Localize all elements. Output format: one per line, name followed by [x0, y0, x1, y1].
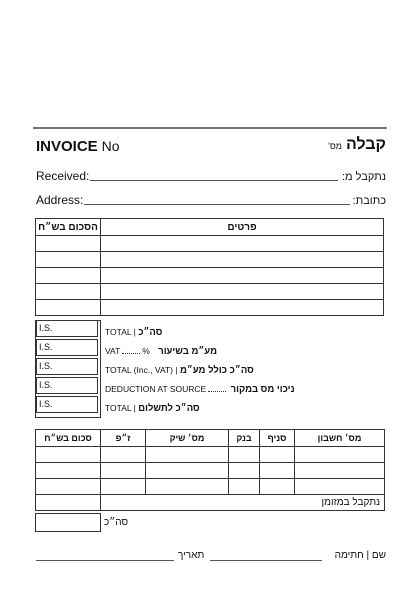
- details-cell[interactable]: [101, 236, 384, 252]
- payment-table: [35, 429, 385, 511]
- sum-total-label: סה״כ: [104, 517, 129, 528]
- table-row: [36, 252, 384, 268]
- total-he: סה״כ: [138, 327, 163, 338]
- invoice-title: [36, 138, 119, 155]
- date-label: תאריך: [178, 550, 205, 561]
- col-date-header: ז״פ: [101, 430, 146, 447]
- cash-received-label: נתקבל במזומן: [101, 495, 385, 511]
- amount-cell[interactable]: [36, 268, 101, 284]
- details-cell[interactable]: [101, 284, 384, 300]
- received-field[interactable]: [90, 180, 338, 181]
- deduction-he: ניכוי מס במקור: [230, 384, 295, 395]
- vat-pct: %: [142, 346, 150, 356]
- deduction-en: DEDUCTION AT SOURCE: [105, 384, 207, 394]
- cash-amount-cell[interactable]: [36, 495, 101, 511]
- table-row: [36, 236, 384, 252]
- vat-line: [105, 346, 217, 357]
- pay-total-line: [105, 403, 200, 414]
- table-row: [36, 463, 385, 479]
- col-branch-header: סניף: [260, 430, 295, 447]
- address-label-he: כתובת:: [352, 195, 386, 207]
- name-signature-label: שם | חתימה: [334, 550, 386, 561]
- pay-total-he: סה״כ לתשלום: [138, 403, 200, 414]
- receipt-title: [328, 136, 386, 154]
- amount-cell[interactable]: [36, 300, 101, 316]
- receipt-no-label: מס': [328, 141, 342, 151]
- address-label: Address:: [36, 193, 84, 207]
- col-check-header: מס׳ שיק: [146, 430, 229, 447]
- details-cell[interactable]: [101, 300, 384, 316]
- received-label-he: נתקבל מ:: [341, 171, 386, 183]
- header-rule: [33, 127, 387, 129]
- pay-total-en: TOTAL |: [105, 403, 136, 413]
- invoice-no-label: No: [101, 138, 120, 154]
- details-cell[interactable]: [101, 252, 384, 268]
- invoice-label: INVOICE: [36, 138, 98, 155]
- table-row: [36, 284, 384, 300]
- deduction-currency-box[interactable]: I.S.: [36, 377, 98, 394]
- col-details-header: פרטים: [101, 219, 384, 236]
- address-field[interactable]: [84, 204, 350, 205]
- total-currency-box[interactable]: I.S.: [36, 320, 98, 337]
- deduction-line: [105, 384, 295, 395]
- amount-cell[interactable]: [36, 252, 101, 268]
- total-inc-he: סה״כ כולל מע״מ: [179, 365, 254, 376]
- total-inc-currency-box[interactable]: I.S.: [36, 358, 98, 375]
- receipt-label: קבלה: [345, 136, 386, 153]
- table-row: [36, 479, 385, 495]
- total-en: TOTAL |: [105, 327, 136, 337]
- amount-cell[interactable]: [36, 236, 101, 252]
- col-bank-header: בנק: [229, 430, 260, 447]
- signature-field[interactable]: [210, 560, 322, 561]
- table-row: [36, 268, 384, 284]
- vat-rate-field[interactable]: [122, 353, 140, 354]
- date-field[interactable]: [36, 560, 174, 561]
- details-cell[interactable]: [101, 268, 384, 284]
- items-table: [35, 218, 384, 316]
- table-row: [36, 300, 384, 316]
- total-inc-line: [105, 365, 254, 376]
- pay-total-currency-box[interactable]: I.S.: [36, 396, 98, 413]
- col-account-header: מס׳ חשבון: [295, 430, 385, 447]
- vat-en: VAT: [105, 346, 121, 356]
- col-amount-header: הסכום בש״ח: [36, 219, 101, 236]
- cash-row: [36, 495, 385, 511]
- total-line: [105, 327, 162, 338]
- col-amount-header: סכום בש״ח: [36, 430, 101, 447]
- vat-currency-box[interactable]: I.S.: [36, 339, 98, 356]
- deduction-field[interactable]: [208, 391, 226, 392]
- vat-he: מע״מ בשיעור: [158, 346, 217, 357]
- sum-total-box[interactable]: [35, 513, 101, 532]
- table-row: [36, 447, 385, 463]
- total-inc-en: TOTAL (Inc., VAT) |: [105, 365, 178, 375]
- received-label: Received:: [36, 169, 90, 183]
- amount-cell[interactable]: [36, 284, 101, 300]
